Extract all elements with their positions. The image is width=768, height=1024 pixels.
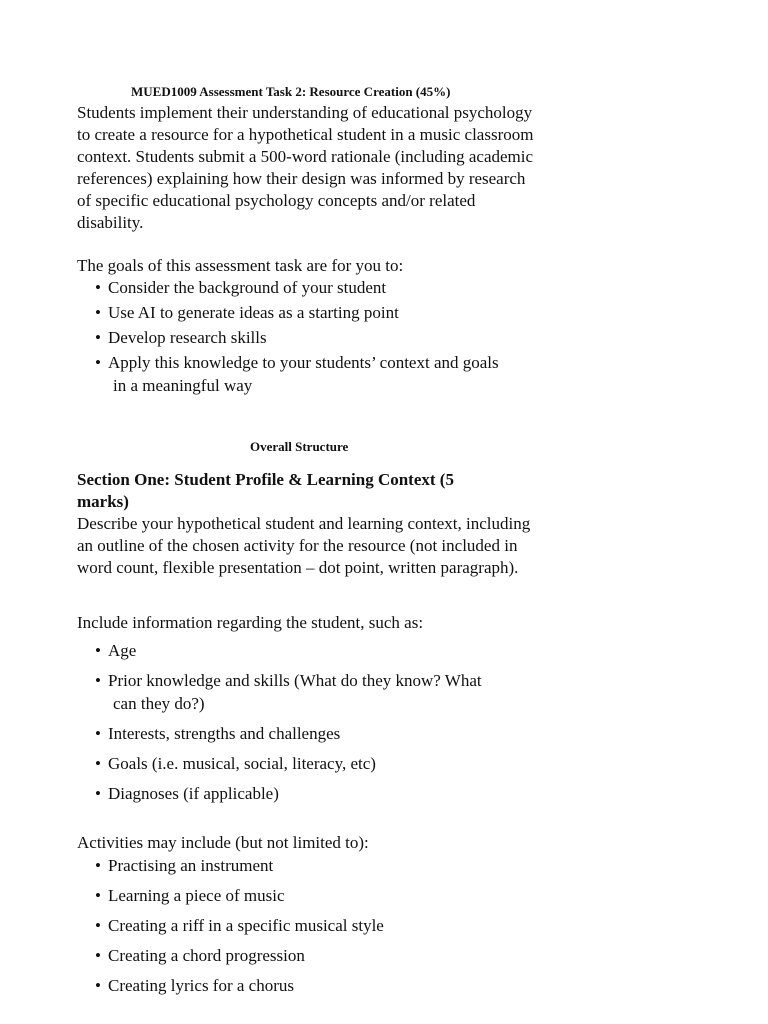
list-item-text: Prior knowledge and skills (What do they know? What <box>108 671 482 690</box>
bullet-icon: • <box>95 946 101 965</box>
list-item-text: Use AI to generate ideas as a starting point <box>108 303 399 322</box>
list-item-text: Apply this knowledge to your students’ context and goals <box>108 353 499 372</box>
list-item <box>95 944 535 967</box>
goals-list <box>95 276 535 399</box>
list-item-continuation: can they do?) <box>113 694 205 713</box>
list-item-text: Creating a chord progression <box>108 946 305 965</box>
bullet-icon: • <box>95 353 101 372</box>
intro-paragraph: Students implement their understanding of educational psychology to create a resource for a hypothetical student in a music classroom context. Students submit a 500-word rationale (including academic references) explaining how their design was informed by research of specific educational psychology concepts and/or related disability. <box>77 103 534 232</box>
list-item-text: Creating lyrics for a chorus <box>108 976 294 995</box>
bullet-icon: • <box>95 886 101 905</box>
structure-heading: Overall Structure <box>250 439 349 454</box>
bullet-icon: • <box>95 278 101 297</box>
list-item <box>95 722 535 745</box>
bullet-icon: • <box>95 754 101 773</box>
list-item <box>95 276 535 299</box>
list-item <box>95 301 535 324</box>
list-item <box>95 752 535 775</box>
activities-list <box>95 854 535 1004</box>
bullet-icon: • <box>95 784 101 803</box>
list-item-text: Age <box>108 641 137 660</box>
document-title: MUED1009 Assessment Task 2: Resource Creation (45%) <box>131 84 451 99</box>
bullet-icon: • <box>95 303 101 322</box>
bullet-icon: • <box>95 916 101 935</box>
list-item-text: Diagnoses (if applicable) <box>108 784 279 803</box>
list-item <box>95 854 535 877</box>
bullet-icon: • <box>95 724 101 743</box>
list-item <box>95 782 535 805</box>
bullet-icon: • <box>95 976 101 995</box>
bullet-icon: • <box>95 856 101 875</box>
list-item <box>95 669 535 715</box>
list-item <box>95 639 535 662</box>
list-item-text: Consider the background of your student <box>108 278 387 297</box>
list-item-text: Goals (i.e. musical, social, literacy, etc) <box>108 754 376 773</box>
list-item-text: Practising an instrument <box>108 856 274 875</box>
list-item-text: Develop research skills <box>108 328 267 347</box>
section-one-description: Describe your hypothetical student and learning context, including an outline of the chosen activity for the resource (not included in word count, flexible presentation – dot point, written paragraph). <box>77 514 531 577</box>
list-item-text: Learning a piece of music <box>108 886 285 905</box>
include-lead: Include information regarding the student, such as: <box>77 613 424 632</box>
activities-lead: Activities may include (but not limited to): <box>77 833 369 852</box>
list-item <box>95 974 535 997</box>
list-item-text: Creating a riff in a specific musical style <box>108 916 384 935</box>
goals-lead: The goals of this assessment task are for you to: <box>77 256 404 275</box>
list-item <box>95 914 535 937</box>
bullet-icon: • <box>95 328 101 347</box>
bullet-icon: • <box>95 671 101 690</box>
section-one-title: Section One: Student Profile & Learning Context (5 marks) <box>77 470 454 511</box>
include-list <box>95 639 535 812</box>
list-item <box>95 326 535 349</box>
list-item-text: Interests, strengths and challenges <box>108 724 341 743</box>
list-item-continuation: in a meaningful way <box>113 376 253 395</box>
list-item <box>95 884 535 907</box>
bullet-icon: • <box>95 641 101 660</box>
list-item <box>95 351 535 397</box>
